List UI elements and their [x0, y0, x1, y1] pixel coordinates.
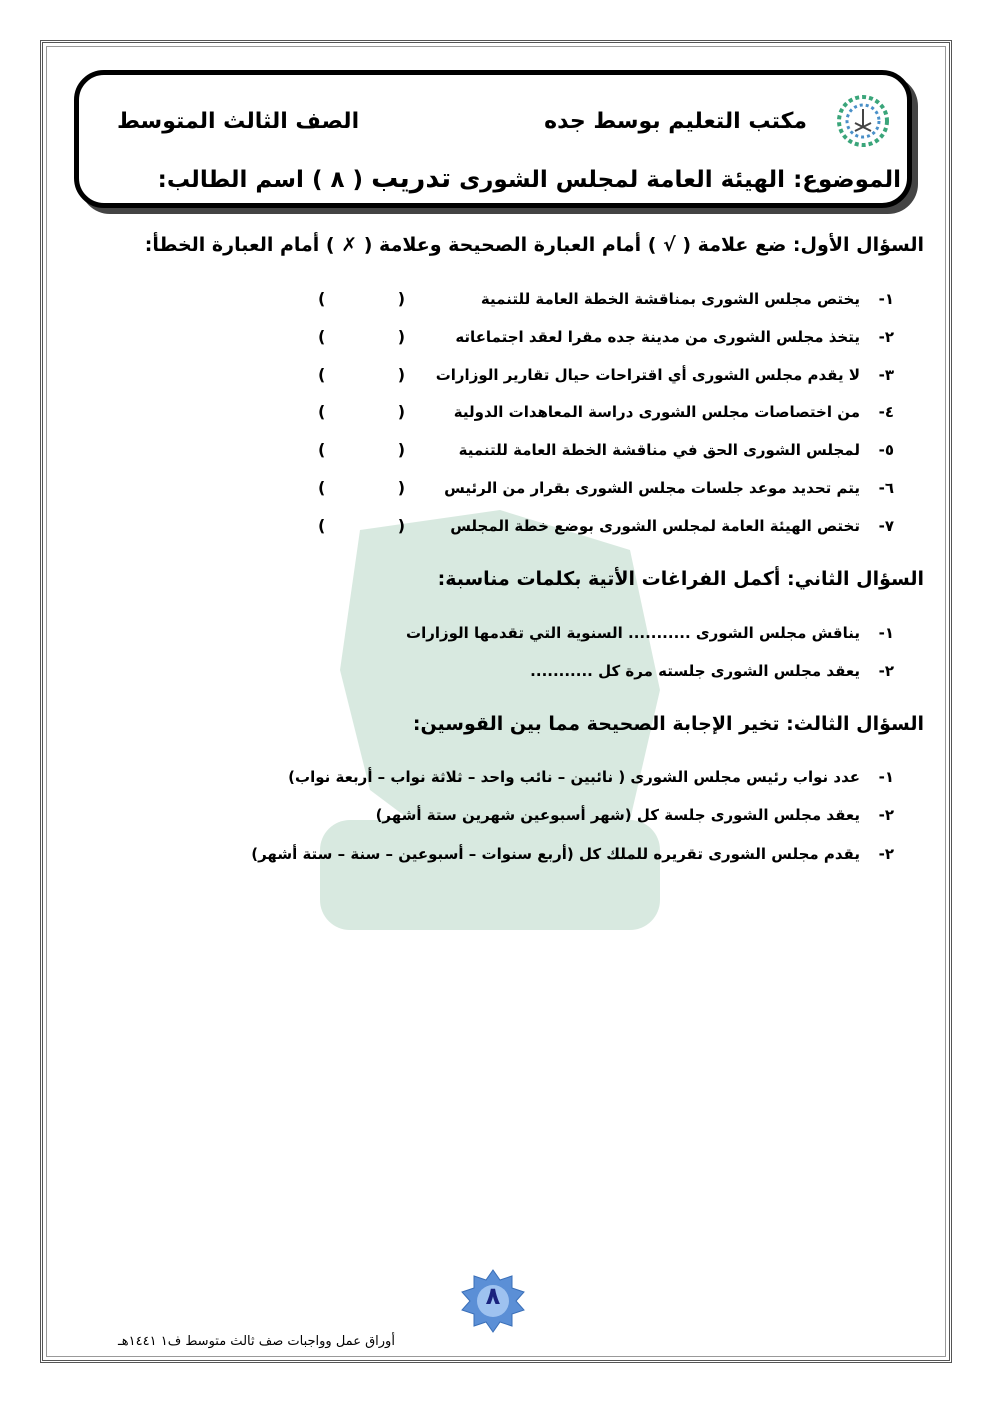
answer-blank-2[interactable]: ( ) [318, 327, 406, 346]
q1-item-2: ٢-يتخذ مجلس الشورى من مدينة جده مقرا لعقد اجتماعاته [455, 328, 894, 346]
grade-label: الصف الثالث المتوسط [117, 109, 360, 134]
answer-blank-4[interactable]: ( ) [318, 402, 406, 421]
answer-blank-1[interactable]: ( ) [318, 289, 406, 308]
q1-item-5: ٥-لمجلس الشورى الحق في مناقشة الخطة العامة للتنمية [458, 441, 894, 459]
answer-blank-7[interactable]: ( ) [318, 516, 406, 535]
ministry-logo-icon [827, 93, 899, 149]
training-word: تدريب [371, 163, 452, 194]
q1-item-4: ٤-من اختصاصات مجلس الشورى دراسة المعاهدات الدولية [453, 403, 894, 421]
q3-title: السؤال الثالث: تخير الإجابة الصحيحة مما بين القوسين: [412, 713, 924, 735]
q2-item-2: ٢-يعقد مجلس الشورى جلسته مرة كل ........... [530, 662, 894, 680]
subject-title: الموضوع: الهيئة العامة لمجلس الشورى [459, 167, 901, 193]
q1-item-1: ١-يختص مجلس الشورى بمناقشة الخطة العامة للتنمية [480, 290, 894, 308]
q3-item-3: ٢-يقدم مجلس الشورى تقريره للملك كل (أربع سنوات – أسبوعين – سنة – ستة أشهر) [251, 845, 894, 863]
answer-blank-5[interactable]: ( ) [318, 440, 406, 459]
subject-line [158, 163, 901, 194]
q3-item-1: ١-عدد نواب رئيس مجلس الشورى ( نائبين – نائب واحد – ثلاثة نواب – أربعة نواب) [288, 768, 894, 786]
answer-blank-6[interactable]: ( ) [318, 478, 406, 497]
answer-blank-3[interactable]: ( ) [318, 365, 406, 384]
footer-text: أوراق عمل وواجبات صف ثالث متوسط ف١ ١٤٤١هـ [118, 1334, 395, 1349]
q2-item-1: ١-يناقش مجلس الشورى ........... السنوية التي تقدمها الوزارات [406, 624, 894, 642]
header-box [74, 70, 912, 208]
q3-item-2: ٢-يعقد مجلس الشورى جلسة كل (شهر أسبوعين شهرين ستة أشهر) [375, 806, 894, 824]
office-name: مكتب التعليم بوسط جده [544, 109, 807, 134]
training-number: ( ٨ ) [311, 167, 364, 193]
q1-item-6: ٦-يتم تحديد موعد جلسات مجلس الشورى بقرار من الرئيس [444, 479, 894, 497]
page-number: ٨ [485, 1282, 501, 1310]
student-name-label: اسم الطالب: [157, 167, 304, 193]
q1-item-7: ٧-تختص الهيئة العامة لمجلس الشورى بوضع خطة المجلس [450, 517, 894, 535]
q2-title: السؤال الثاني: أكمل الفراغات الأتية بكلمات مناسبة: [437, 568, 924, 590]
q1-title: السؤال الأول: ضع علامة ( √ ) أمام العبارة الصحيحة وعلامة ( ✗ ) أمام العبارة الخطأ: [144, 234, 924, 256]
q1-item-3: ٣-لا يقدم مجلس الشورى أي اقتراحات حيال تقارير الوزارات [435, 366, 894, 384]
